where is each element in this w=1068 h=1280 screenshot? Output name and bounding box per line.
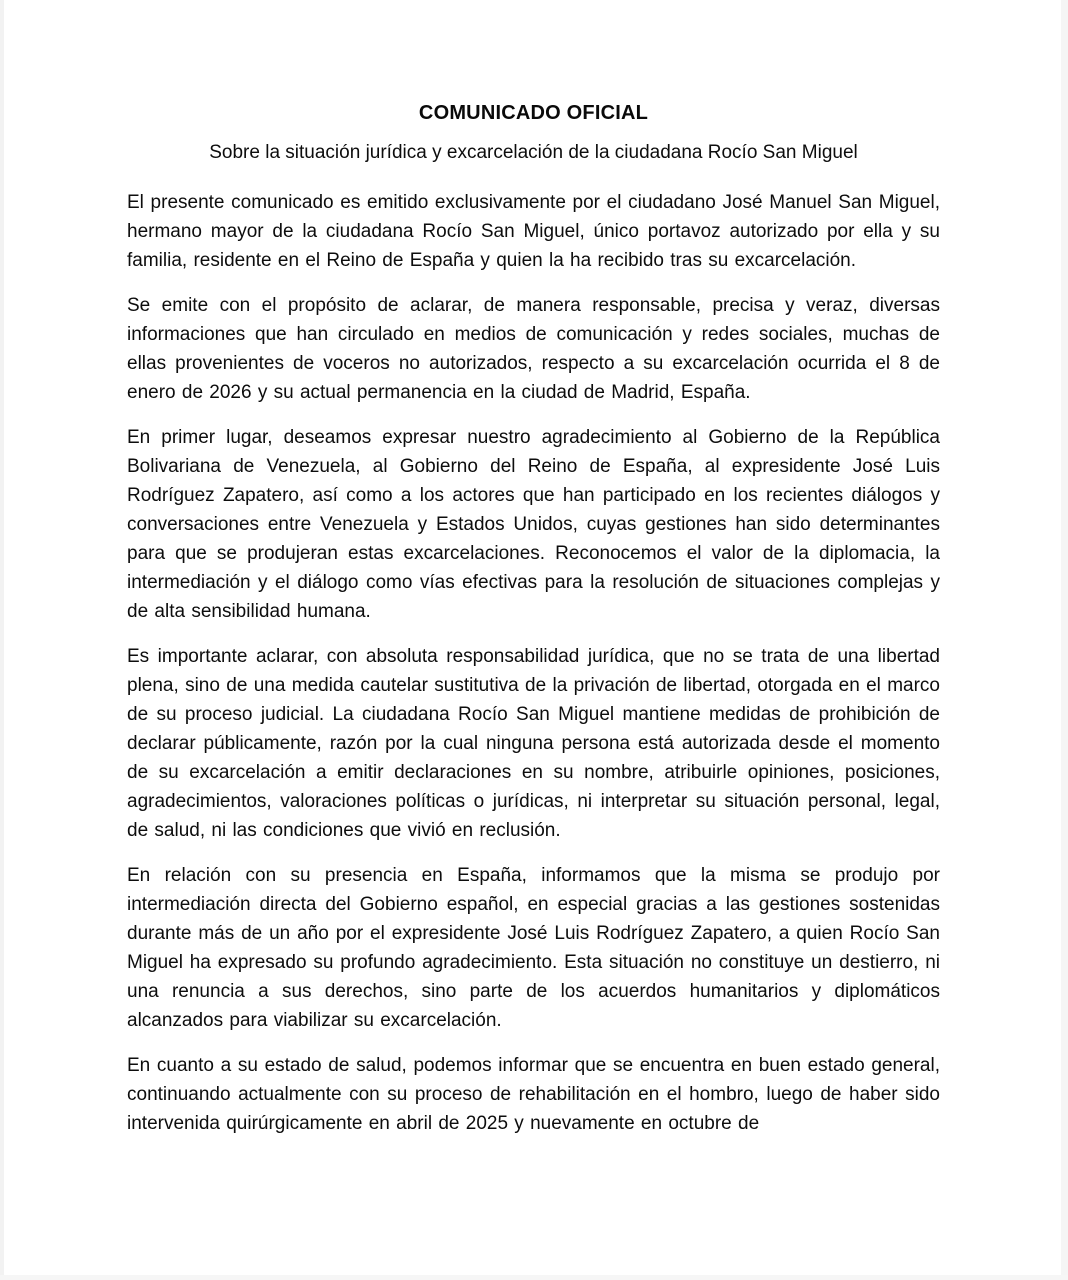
paragraph: El presente comunicado es emitido exclusivamente por el ciudadano José Manuel San Miguel, hermano mayor de la ciudadana Rocío San Miguel, único portavoz autorizado por ella y su familia, residente en el Reino de España y quien la ha recibido tras su excarcelación.	[127, 192, 940, 271]
document-content	[127, 0, 940, 1138]
document-subtitle: Sobre la situación jurídica y excarcelación de la ciudadana Rocío San Miguel	[209, 142, 858, 163]
paragraph: Se emite con el propósito de aclarar, de manera responsable, precisa y veraz, diversas informaciones que han circulado en medios de comunicación y redes sociales, muchas de ellas provenientes de voceros no autorizados, respecto a su excarcelación ocurrida el 8 de enero de 2026 y su actual permanencia en la ciudad de Madrid, España.	[127, 295, 940, 403]
paragraph: En relación con su presencia en España, informamos que la misma se produjo por intermediación directa del Gobierno español, en especial gracias a las gestiones sostenidas durante más de un año por el expresidente José Luis Rodríguez Zapatero, a quien Rocío San Miguel ha expresado su profundo agradecimiento. Esta situación no constituye un destierro, ni una renuncia a sus derechos, sino parte de los acuerdos humanitarios y diplomáticos alcanzados para viabilizar su excarcelación.	[127, 865, 940, 1031]
page-right-edge	[1061, 0, 1068, 1280]
paragraph: En primer lugar, deseamos expresar nuestro agradecimiento al Gobierno de la República Bolivariana de Venezuela, al Gobierno del Reino de España, al expresidente José Luis Rodríguez Zapatero, así como a los actores que han participado en los recientes diálogos y conversaciones entre Venezuela y Estados Unidos, cuyas gestiones han sido determinantes para que se produjeran estas excarcelaciones. Reconocemos el valor de la diplomacia, la intermediación y el diálogo como vías efectivas para la resolución de situaciones complejas y de alta sensibilidad humana.	[127, 427, 940, 622]
paragraph: En cuanto a su estado de salud, podemos informar que se encuentra en buen estado general, continuando actualmente con su proceso de rehabilitación en el hombro, luego de haber sido intervenida quirúrgicamente en abril de 2025 y nuevamente en octubre de	[127, 1055, 940, 1134]
page-left-edge	[0, 0, 4, 1280]
page-bottom-edge	[0, 1275, 1068, 1280]
paragraph: Es importante aclarar, con absoluta responsabilidad jurídica, que no se trata de una libertad plena, sino de una medida cautelar sustitutiva de la privación de libertad, otorgada en el marco de su proceso judicial. La ciudadana Rocío San Miguel mantiene medidas de prohibición de declarar públicamente, razón por la cual ninguna persona está autorizada desde el momento de su excarcelación a emitir declaraciones en su nombre, atribuirle opiniones, posiciones, agradecimientos, valoraciones políticas o jurídicas, ni interpretar su situación personal, legal, de salud, ni las condiciones que vivió en reclusión.	[127, 646, 940, 841]
document-title: COMUNICADO OFICIAL	[418, 102, 649, 124]
